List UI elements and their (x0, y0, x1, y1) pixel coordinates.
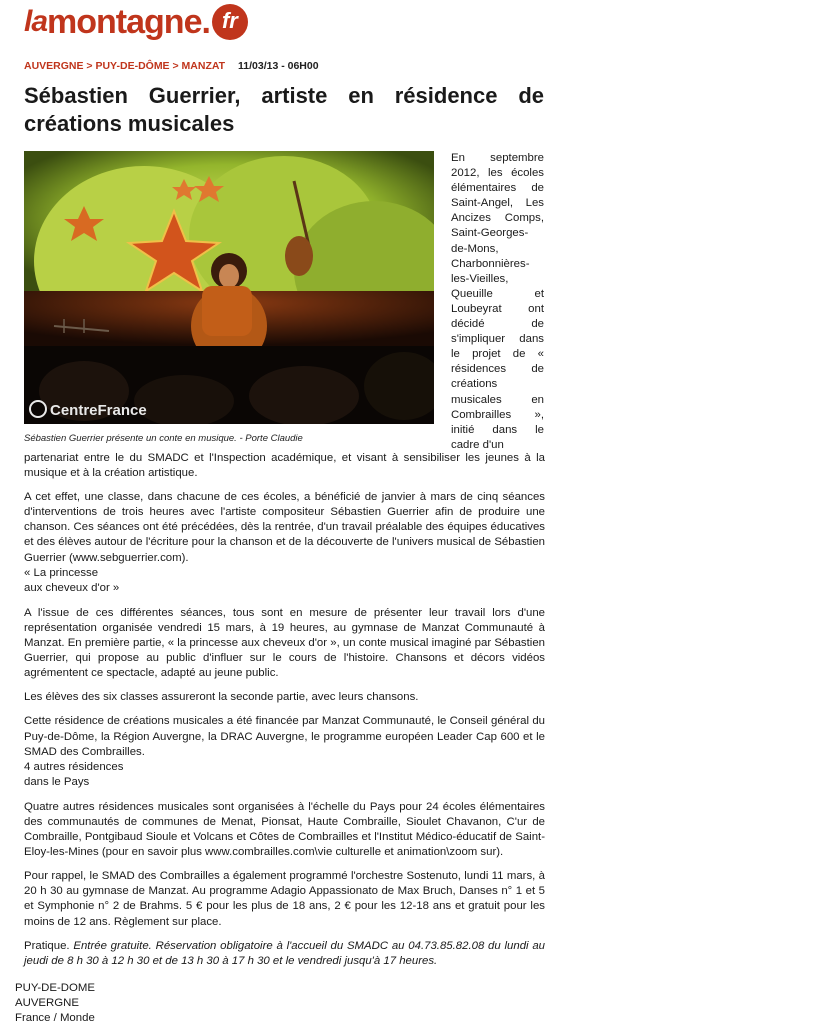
article-photo (24, 151, 434, 424)
practical-info (24, 939, 545, 969)
footer-tag-auvergne[interactable]: AUVERGNE (15, 997, 79, 1010)
publish-date: 11/03/13 - 06H00 (238, 60, 319, 72)
footer-tag-puy-de-dome[interactable]: PUY-DE-DOME (15, 982, 95, 994)
photo-caption: Sébastien Guerrier présente un conte en musique. - Porte Claudie (24, 433, 303, 444)
article-title: Sébastien Guerrier, artiste en résidence de créations musicales (24, 83, 544, 136)
practical-lead: Pratique. (24, 939, 74, 952)
breadcrumb[interactable]: AUVERGNE > PUY-DE-DÔME > MANZAT (24, 60, 226, 72)
subheading-line: aux cheveux d'or » (24, 581, 120, 594)
paragraph: Quatre autres résidences musicales sont organisées à l'échelle du Pays pour 24 écoles élémentaires des communautés de communes de Menat, Pionsat, Haute Combraille, Sioulet Chavanon, C'ur de Combraille, Pontgibaud Sioule et Volcans et Côtes de Combrailles et l'Institut Médico-éducatif de Saint-Eloy-les-Mines (pour en savoir plus www.combrailles.com\vie culturelle et animation\zoom sur). (24, 800, 545, 859)
footer-tag-france-monde[interactable]: France / Monde (15, 1012, 95, 1025)
footer-tags (15, 981, 95, 1026)
paragraph: partenariat entre le du SMADC et l'Inspection académique, et visant à sensibiliser les jeunes à la musique et à la création artistique. (24, 452, 545, 480)
subheading-line: dans le Pays (24, 775, 90, 788)
subheading-line: « La princesse (24, 566, 99, 579)
site-logo[interactable] (24, 0, 248, 44)
logo-fr-badge: fr (212, 4, 248, 40)
paragraph: Cette résidence de créations musicales a été financée par Manzat Communauté, le Conseil général du Puy-de-Dôme, la Région Auvergne, la DRAC Auvergne, le programme européen Leader Cap 600 et le SMAD des Combrailles. (24, 715, 545, 758)
paragraph: Les élèves des six classes assureront la seconde partie, avec leurs chansons. (24, 691, 419, 704)
article-body (24, 451, 545, 978)
watermark-text: CentreFrance (50, 402, 147, 419)
logo-main: montagne (47, 2, 202, 41)
logo-dot: . (201, 2, 211, 41)
paragraph: Pour rappel, le SMAD des Combrailles a également programmé l'orchestre Sostenuto, lundi 11 mars, à 20 h 30 au gymnase de Manzat. Au programme Adagio Appassionato de Max Bruch, Danses n° 1 et 5 et Symphonie n° 2 de Brahms. 5 € pour les plus de 18 ans, 2 € pour les 12-18 ans et gratuit pour les moins de 12 ans. Règlement sur place. (24, 870, 545, 928)
paragraph: A cet effet, une classe, dans chacune de ces écoles, a bénéficié de janvier à mars de cinq séances d'interventions de trois heures avec l'artiste compositeur Sébastien Guerrier afin de produire une chanson. Ces séances ont été précédées, dès la rentrée, d'un travail préalable des équipes éducatives et des élèves autour de l'écriture pour la chanson et de la découverte de l'univers musical de Sébastien Guerrier (www.sebguerrier.com). (24, 491, 545, 564)
article-side-text: En septembre 2012, les écoles élémentaires de Saint-Angel, Les Ancizes Comps, Saint-Georges-de-Mons, Charbonnières-les-Vieilles, Queuille et Loubeyrat ont décidé de s'impliquer dans le projet de « résidences de créations musicales en Combrailles », initié dans le cadre d'un (451, 152, 544, 451)
logo-la: la (24, 5, 48, 38)
paragraph: A l'issue de ces différentes séances, tous sont en mesure de présenter leur travail lors d'une représentation organisée vendredi 15 mars, à 19 heures, au gymnase de Manzat Communauté à Manzat. En première partie, « la princesse aux cheveux d'or », un conte musical imaginé par Sébastien Guerrier, qui propose au public d'influer sur le cours de l'histoire. Chansons et décors vidéos agrémentent ce spectacle, adapté au jeune public. (24, 606, 545, 680)
article-meta (24, 60, 319, 72)
subheading-line: 4 autres résidences (24, 760, 124, 773)
practical-details: Entrée gratuite. Réservation obligatoire à l'accueil du SMADC au 04.73.85.82.08 du lundi au jeudi de 8 h 30 à 12 h 30 et de 13 h 30 à 17 h 30 et le vendredi jusqu'à 17 heures. (24, 939, 545, 967)
concert-illustration (24, 151, 434, 424)
